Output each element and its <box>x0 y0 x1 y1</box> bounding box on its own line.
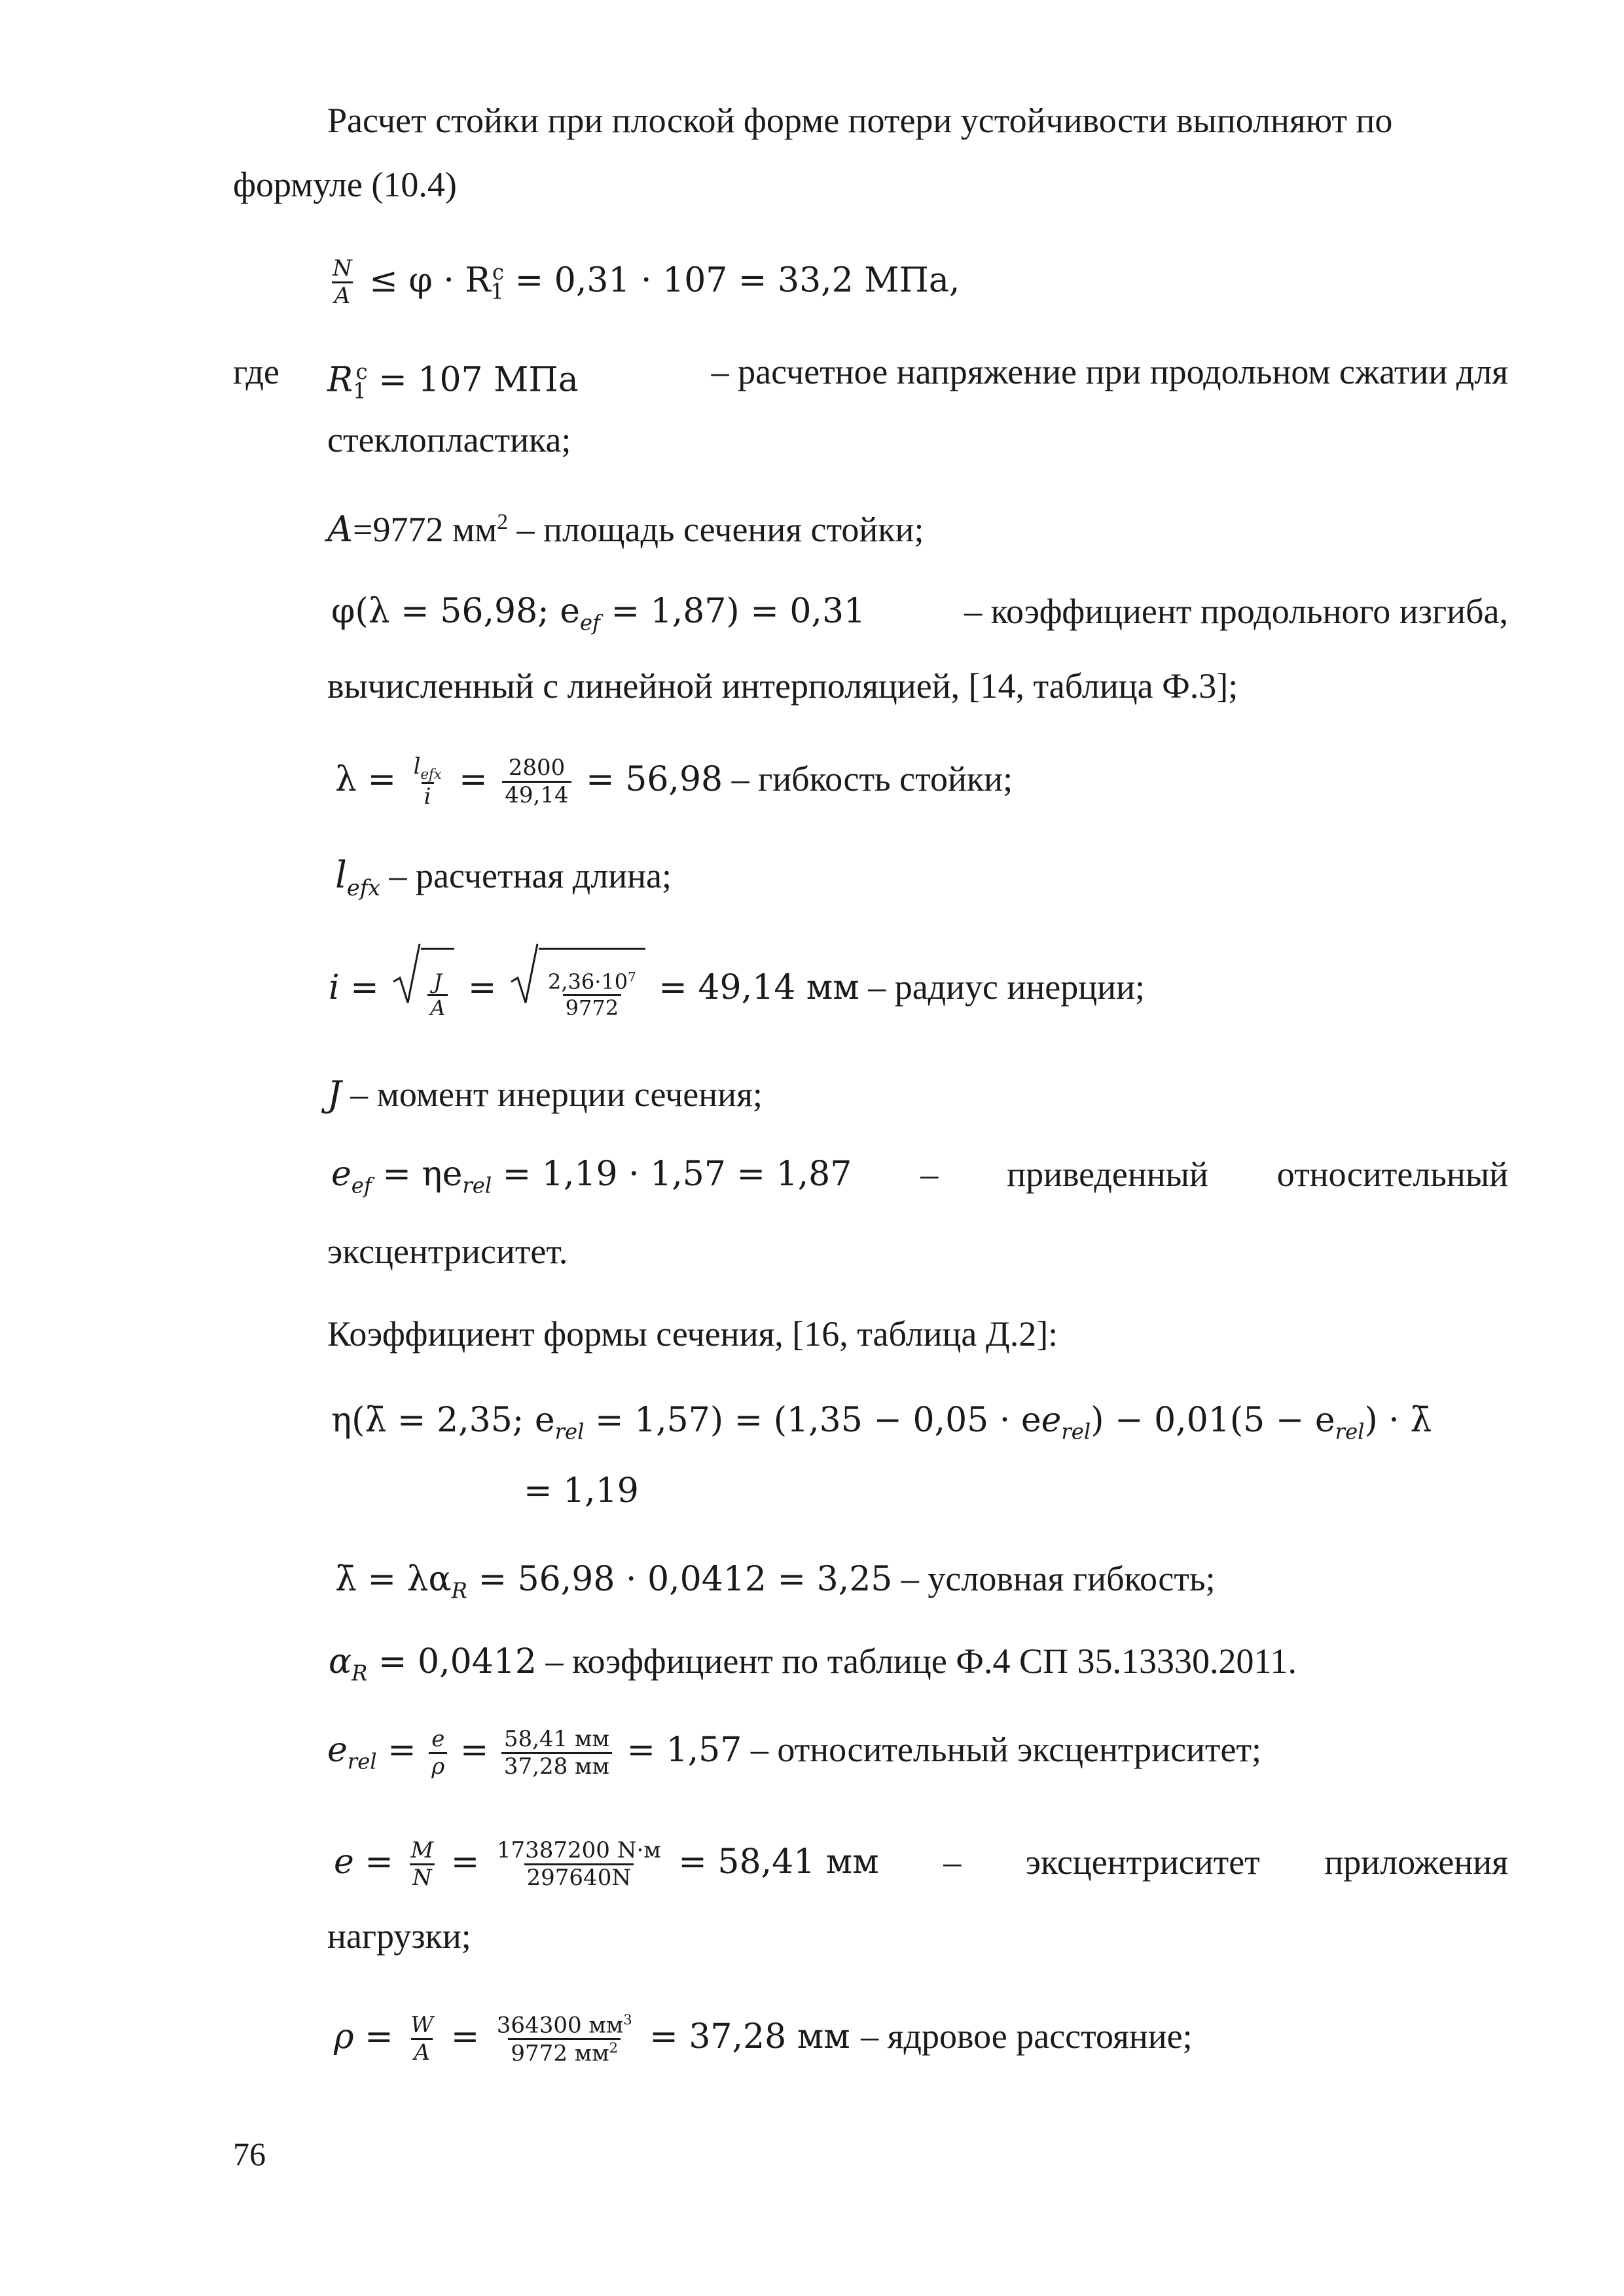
radius-equation: i = $\frac{J}{A}$ = $\frac{2,36\cdot 10^7}{9772}$ = 49,14 мм – радиус инерции; <box>329 948 1145 1032</box>
alpha-definition: $\alpha_R = 0,0412$ – коэффициент по таблице Ф.4 СП 35.13330.2011. <box>329 1641 1297 1686</box>
phi-definition-line-2: вычисленный с линейной интерполяцией, [14, таблица Ф.3]; <box>327 666 1238 706</box>
eef-definition-line-2: эксцентриситет. <box>327 1232 568 1271</box>
paragraph-line-2: формуле (10.4) <box>233 165 457 204</box>
eta-equation-line-2: = 1,19 <box>524 1471 639 1511</box>
area-definition: A=9772 $мм^2$ – площадь сечения стойки; <box>327 509 924 550</box>
phi-definition-line: φ(λ = 56,98; $e_{ef} = 1,87) = 0,31$ – коэффициент продольного изгиба, <box>331 592 1508 636</box>
rho-equation: ρ = $\frac{W}{A}$ = $\frac{364300 мм^3}{9772 мм^2}$ = 37,28 мм – ядровое расстояние; <box>334 2011 1193 2067</box>
paragraph-line-1: Расчет стойки при плоской форме потери устойчивости выполняют по <box>327 101 1393 140</box>
ecc-definition-line: e = $\frac{M}{N}$ = $\frac{17387200 N\cdot м}{297640N}$ = 58,41 мм – эксцентриситет приложения <box>334 1837 1508 1891</box>
r1-definition-line: $R_1^c = 107$ МПа – расчетное напряжение при продольном сжатии для <box>327 352 1508 404</box>
eta-equation-line-1: η(λ̄ = 2,35; $e_{rel} = 1,57) = (1,35 - 0,05 \cdot ee_{rel}) - 0,01(5 - e_{rel})$ · λ̄ <box>331 1401 1432 1444</box>
r1-definition-line-2: стеклопластика; <box>327 420 571 459</box>
eef-definition-line: $e_{ef} = \eta e_{rel} = 1,19 \cdot 1,57 = 1,87$ – приведенный относительный <box>331 1155 1508 1198</box>
ecc-definition-line-2: нагрузки; <box>327 1916 471 1956</box>
lambda-equation: λ = $\frac{l_{efx}}{i}$ = $\frac{2800}{49,14}$ = 56,98 – гибкость стойки; <box>335 753 1013 810</box>
where-label: где <box>233 352 280 391</box>
equation-main: $\frac{N}{A}$ ≤ $\varphi \cdot R_1^c = 0,31 \cdot 107 = 33,2$ МПа, <box>333 255 960 310</box>
lefx-definition: $l_{efx}$ – расчетная длина; <box>335 854 672 901</box>
erel-equation: $e_{rel}$ = $\frac{e}{\rho}$ = $\frac{58,41 мм}{37,28 мм}$ = 1,57 – относительный эксцентриситет; <box>327 1726 1262 1780</box>
inertia-definition: J – момент инерции сечения; <box>327 1073 763 1115</box>
coefficient-heading: Коэффициент формы сечения, [16, таблица Д.2]: <box>327 1314 1058 1354</box>
page-number: 76 <box>233 2136 266 2172</box>
lambda-bar-definition: λ̄ = $\lambda\alpha_R = 56,98 \cdot 0,0412 = 3,25$ – условная гибкость; <box>335 1559 1216 1604</box>
